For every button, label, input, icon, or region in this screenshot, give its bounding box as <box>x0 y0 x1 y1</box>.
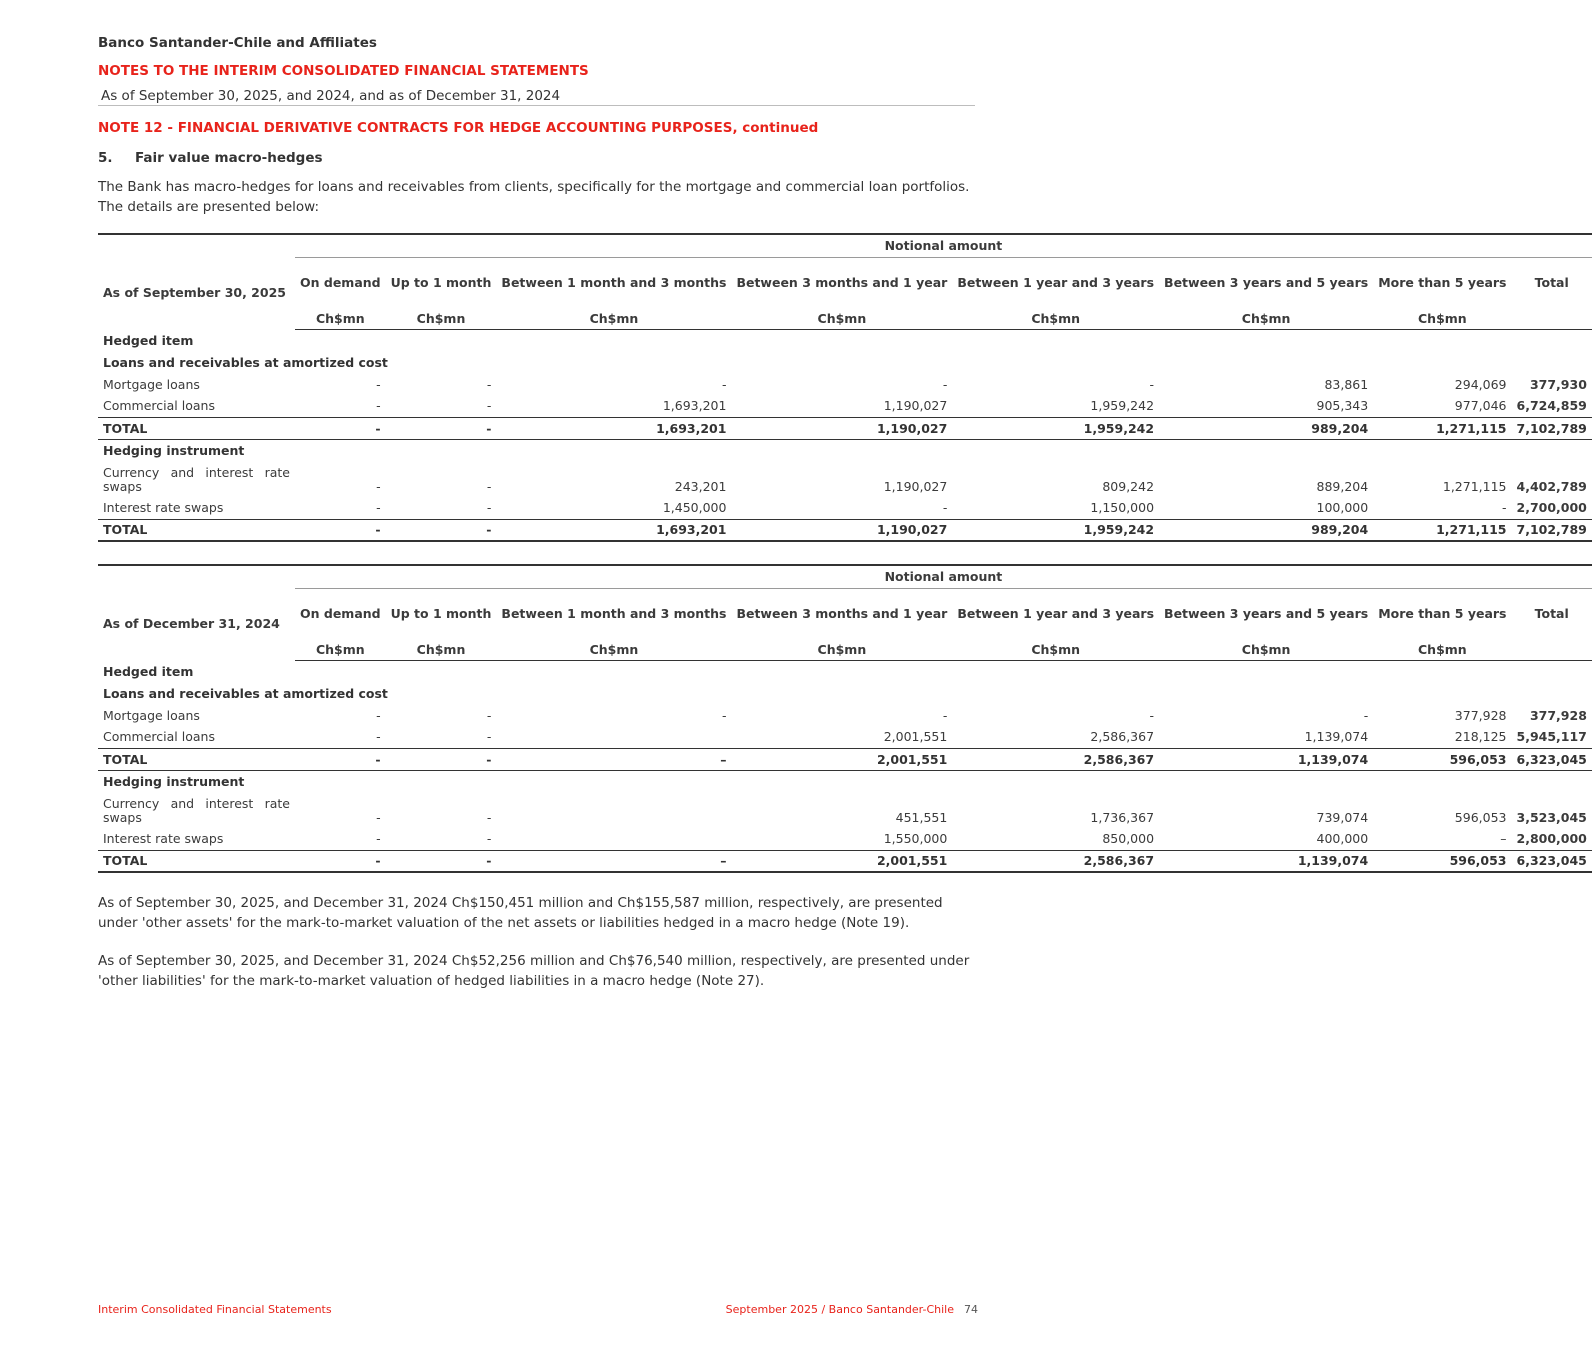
value-cell <box>496 792 731 828</box>
value-cell: - <box>376 376 381 392</box>
value-cell: 596,053 <box>1373 748 1511 770</box>
value-cell: - <box>376 729 381 745</box>
value-cell <box>496 726 731 748</box>
notional-amount-header: Notional amount <box>295 565 1592 588</box>
row-label: TOTAL <box>98 850 295 872</box>
footer-title: Interim Consolidated Financial Statements <box>98 1303 332 1316</box>
unit-label: Ch$mn <box>1159 640 1373 660</box>
unit-label: Ch$mn <box>496 309 731 329</box>
unit-label: Ch$mn <box>295 640 386 660</box>
value-cell: 2,586,367 <box>1090 729 1155 745</box>
value-cell: 1,190,027 <box>731 417 952 439</box>
intro-paragraph: The Bank has macro-hedges for loans and receivables from clients, specifically for the mortgage and commercial loan portfolios. The details are presented below: <box>98 179 970 215</box>
value-cell: - <box>486 729 492 745</box>
row-label <box>98 461 295 497</box>
footer-date: September 2025 <box>725 1303 818 1316</box>
col-1m-3m: Between 1 month and 3 months <box>501 275 727 291</box>
value-cell: 83,861 <box>1324 376 1369 392</box>
value-cell: - <box>942 376 948 392</box>
unit-label: Ch$mn <box>496 640 731 660</box>
value-cell: – <box>496 748 731 770</box>
value-cell: 294,069 <box>1454 376 1507 392</box>
value-cell: 243,201 <box>674 479 727 494</box>
value-cell: 596,053 <box>1373 850 1511 872</box>
row-label-text: Currency and interest rate swaps <box>103 465 290 494</box>
row-label: Commercial loans <box>103 729 215 745</box>
table-row <box>98 395 1592 417</box>
col-3m-1y: Between 3 months and 1 year <box>736 606 948 622</box>
row-label: TOTAL <box>98 748 295 770</box>
section-heading <box>98 150 323 166</box>
col-3y-5y: Between 3 years and 5 years <box>1164 606 1369 622</box>
note-paragraph-other-assets: As of September 30, 2025, and December 31, 2024 Ch$150,451 million and Ch$155,587 million, respectively, are presented under 'other assets' for the mark-to-market valuation of the net assets or liabilities hedged in a macro hedge (Note 19). <box>98 895 943 931</box>
value-cell: - <box>486 831 492 847</box>
value-cell: - <box>386 519 497 541</box>
value-cell: 400,000 <box>1316 831 1369 847</box>
value-cell: 1,139,074 <box>1304 729 1369 745</box>
row-total-cell: 7,102,789 <box>1512 417 1592 439</box>
value-cell: 1,190,027 <box>883 398 948 414</box>
value-cell: - <box>386 850 497 872</box>
unit-label: Ch$mn <box>952 309 1159 329</box>
row-total-cell: 377,928 <box>1529 707 1587 723</box>
value-cell: - <box>376 500 381 516</box>
page-number: 74 <box>964 1303 978 1316</box>
row-label: TOTAL <box>98 519 295 541</box>
table-row <box>98 497 1592 519</box>
section-label: Hedged item <box>103 332 194 348</box>
table-row <box>98 373 1592 395</box>
value-cell: - <box>1149 376 1155 392</box>
total-row <box>98 417 1592 439</box>
unit-label: Ch$mn <box>386 309 497 329</box>
footer-right <box>726 1303 978 1316</box>
value-cell: 1,450,000 <box>662 500 727 516</box>
notional-amount-header: Notional amount <box>295 234 1592 257</box>
unit-label: Ch$mn <box>731 640 952 660</box>
value-cell: - <box>376 398 381 414</box>
row-total-cell: 2,800,000 <box>1516 831 1587 847</box>
value-cell: - <box>376 707 381 723</box>
table-as-of: As of December 31, 2024 <box>103 616 280 631</box>
value-cell: 1,693,201 <box>662 398 727 414</box>
value-cell <box>496 828 731 850</box>
value-cell: - <box>486 479 492 494</box>
row-total-cell: 6,323,045 <box>1512 748 1592 770</box>
value-cell: 809,242 <box>1102 479 1155 494</box>
value-cell: 1,959,242 <box>952 519 1159 541</box>
value-cell: 1,271,115 <box>1373 519 1511 541</box>
value-cell: - <box>386 748 497 770</box>
value-cell: - <box>376 810 381 825</box>
value-cell: - <box>295 519 386 541</box>
note-title: NOTE 12 - FINANCIAL DERIVATIVE CONTRACTS FOR HEDGE ACCOUNTING PURPOSES, continued <box>98 120 819 136</box>
report-date: As of September 30, 2025, and 2024, and as of December 31, 2024 <box>101 88 561 104</box>
value-cell: 850,000 <box>1102 831 1155 847</box>
table-row <box>98 726 1592 748</box>
value-cell: 2,001,551 <box>731 850 952 872</box>
row-label: Interest rate swaps <box>103 500 224 516</box>
unit-label: Ch$mn <box>1373 309 1511 329</box>
row-label-text: Currency and interest rate swaps <box>103 796 290 825</box>
value-cell: 2,586,367 <box>952 850 1159 872</box>
value-cell: 905,343 <box>1316 398 1369 414</box>
value-cell: - <box>295 417 386 439</box>
value-cell: 1,139,074 <box>1159 748 1373 770</box>
value-cell: - <box>1363 707 1369 723</box>
value-cell: - <box>721 376 727 392</box>
col-up-to-1-month: Up to 1 month <box>390 606 492 622</box>
value-cell: 1,959,242 <box>1090 398 1155 414</box>
footer-bank: Banco Santander-Chile <box>828 1303 954 1316</box>
value-cell: 977,046 <box>1454 398 1507 414</box>
value-cell: 377,928 <box>1454 707 1507 723</box>
section-label: Hedging instrument <box>103 773 245 789</box>
value-cell: 1,139,074 <box>1159 850 1373 872</box>
unit-label: Ch$mn <box>1373 640 1511 660</box>
value-cell: - <box>721 707 727 723</box>
value-cell: - <box>295 850 386 872</box>
row-label: TOTAL <box>98 417 295 439</box>
value-cell: 1,959,242 <box>952 417 1159 439</box>
value-cell: - <box>376 479 381 494</box>
value-cell: 1,150,000 <box>1090 500 1155 516</box>
total-row <box>98 850 1592 872</box>
macro-hedge-table-dec-2024 <box>98 564 1592 873</box>
col-1y-3y: Between 1 year and 3 years <box>957 606 1155 622</box>
value-cell: 1,736,367 <box>1090 810 1155 825</box>
table-row <box>98 704 1592 726</box>
value-cell: 989,204 <box>1159 417 1373 439</box>
section-title: Fair value macro-hedges <box>135 150 323 166</box>
value-cell: 1,550,000 <box>883 831 948 847</box>
row-total-cell: 5,945,117 <box>1516 729 1587 745</box>
value-cell: - <box>486 376 492 392</box>
value-cell: 889,204 <box>1316 479 1369 494</box>
value-cell: – <box>1500 831 1507 847</box>
col-up-to-1-month: Up to 1 month <box>390 275 492 291</box>
value-cell: 1,693,201 <box>496 519 731 541</box>
unit-label: Ch$mn <box>295 309 386 329</box>
value-cell: - <box>942 707 948 723</box>
value-cell: 989,204 <box>1159 519 1373 541</box>
value-cell: 1,271,115 <box>1442 479 1507 494</box>
value-cell: 100,000 <box>1316 500 1369 516</box>
col-more-5y: More than 5 years <box>1378 275 1507 291</box>
value-cell: 2,001,551 <box>731 748 952 770</box>
table-row <box>98 828 1592 850</box>
value-cell: - <box>386 417 497 439</box>
value-cell: – <box>496 850 731 872</box>
unit-label: Ch$mn <box>952 640 1159 660</box>
value-cell: - <box>376 831 381 847</box>
total-row <box>98 519 1592 541</box>
table-row <box>98 461 1592 497</box>
value-cell: 1,271,115 <box>1373 417 1511 439</box>
value-cell: 1,693,201 <box>496 417 731 439</box>
value-cell: 451,551 <box>895 810 948 825</box>
row-label: Mortgage loans <box>103 376 200 392</box>
note-paragraph-other-liabilities: As of September 30, 2025, and December 31, 2024 Ch$52,256 million and Ch$76,540 million, respectively, are presented under 'other liabilities' for the mark-to-market valuation of hedged liabilities in a macro hedge (Note 27). <box>98 953 970 989</box>
unit-label: Ch$mn <box>1159 309 1373 329</box>
col-on-demand: On demand <box>300 606 381 622</box>
row-label: Interest rate swaps <box>103 831 224 847</box>
macro-hedge-table-sep-2025 <box>98 233 1592 542</box>
col-total: Total <box>1534 606 1569 622</box>
row-label <box>98 792 295 828</box>
value-cell: 2,001,551 <box>883 729 948 745</box>
value-cell: 1,190,027 <box>883 479 948 494</box>
col-total: Total <box>1534 275 1569 291</box>
value-cell: 2,586,367 <box>952 748 1159 770</box>
table-as-of: As of September 30, 2025 <box>103 285 286 300</box>
section-label: Hedging instrument <box>103 442 245 458</box>
value-cell: - <box>486 500 492 516</box>
total-row <box>98 748 1592 770</box>
row-total-cell: 7,102,789 <box>1512 519 1592 541</box>
col-more-5y: More than 5 years <box>1378 606 1507 622</box>
value-cell: - <box>295 748 386 770</box>
value-cell: - <box>486 398 492 414</box>
value-cell: 739,074 <box>1316 810 1369 825</box>
table-row <box>98 792 1592 828</box>
row-label: Mortgage loans <box>103 707 200 723</box>
col-1y-3y: Between 1 year and 3 years <box>957 275 1155 291</box>
col-3m-1y: Between 3 months and 1 year <box>736 275 948 291</box>
col-on-demand: On demand <box>300 275 381 291</box>
value-cell: - <box>486 810 492 825</box>
col-3y-5y: Between 3 years and 5 years <box>1164 275 1369 291</box>
col-1m-3m: Between 1 month and 3 months <box>501 606 727 622</box>
row-total-cell: 2,700,000 <box>1516 500 1587 516</box>
value-cell: 218,125 <box>1454 729 1507 745</box>
row-total-cell: 377,930 <box>1529 376 1587 392</box>
unit-label: Ch$mn <box>731 309 952 329</box>
value-cell: - <box>942 500 948 516</box>
company-name: Banco Santander-Chile and Affiliates <box>98 35 377 51</box>
value-cell: - <box>1501 500 1507 516</box>
row-total-cell: 6,724,859 <box>1516 398 1587 414</box>
section-number: 5. <box>98 150 113 166</box>
value-cell: - <box>486 707 492 723</box>
row-label: Commercial loans <box>103 398 215 414</box>
value-cell: 1,190,027 <box>731 519 952 541</box>
section-label: Hedged item <box>103 663 194 679</box>
notes-title: NOTES TO THE INTERIM CONSOLIDATED FINANCIAL STATEMENTS <box>98 63 589 79</box>
unit-label: Ch$mn <box>386 640 497 660</box>
section-label: Loans and receivables at amortized cost <box>103 354 388 370</box>
value-cell: 596,053 <box>1454 810 1507 825</box>
value-cell: - <box>1149 707 1155 723</box>
row-total-cell: 6,323,045 <box>1512 850 1592 872</box>
footer-separator: / <box>817 1303 829 1316</box>
row-total-cell: 4,402,789 <box>1516 479 1587 494</box>
row-total-cell: 3,523,045 <box>1516 810 1587 825</box>
header-divider <box>98 105 975 106</box>
section-label: Loans and receivables at amortized cost <box>103 685 388 701</box>
